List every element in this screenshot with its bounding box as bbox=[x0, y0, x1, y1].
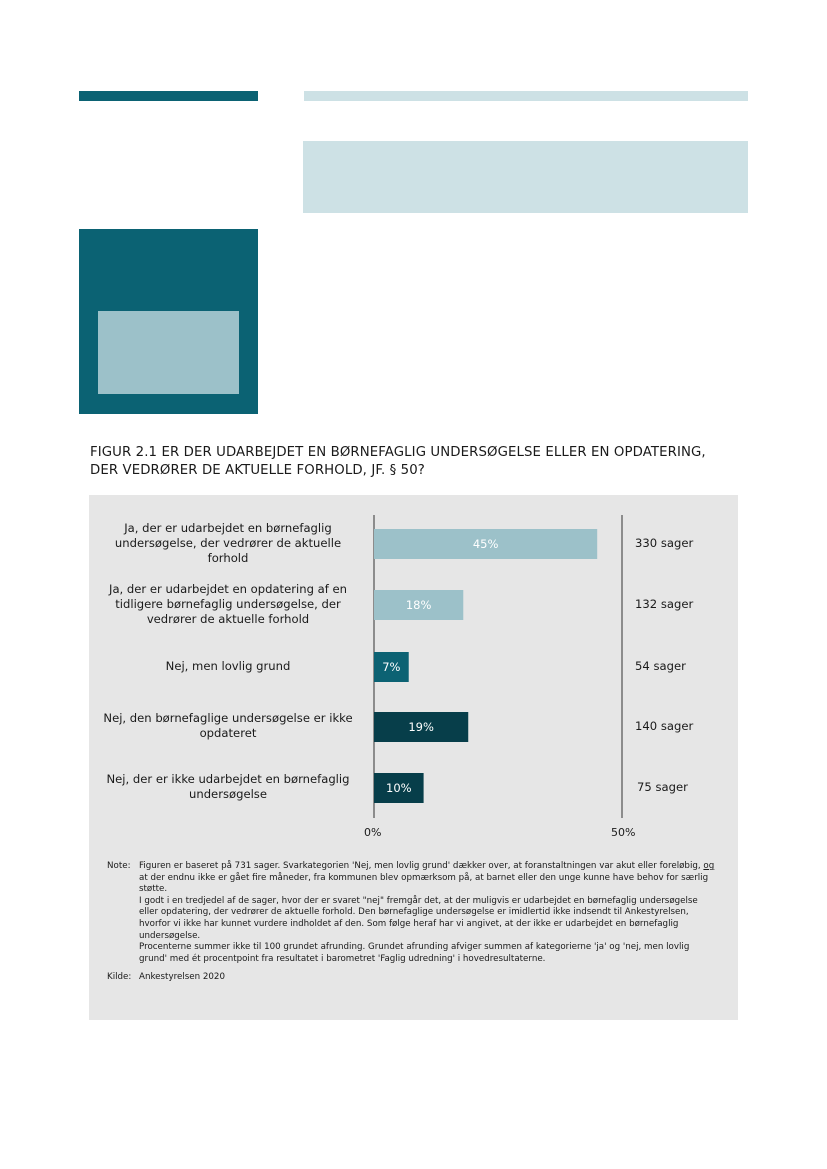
category-label-line: Ja, der er udarbejdet en børnefaglig bbox=[124, 520, 332, 535]
count-label: 140 sager bbox=[635, 719, 694, 733]
category-label bbox=[93, 772, 363, 802]
bar-value-label: 10% bbox=[386, 781, 412, 795]
category-label-line: Nej, men lovlig grund bbox=[165, 658, 291, 673]
count-label: 132 sager bbox=[635, 597, 694, 611]
note-p1-before: Figuren er baseret på 731 sager. Svarkategorien 'Nej, men lovlig grund' dækker over, at foranstaltningen var akut eller foreløbig, bbox=[139, 861, 701, 871]
category-label-line: Nej, der er ikke udarbejdet en børnefaglig bbox=[106, 772, 350, 786]
category-label bbox=[93, 711, 363, 741]
note-paragraph-1 bbox=[139, 861, 719, 896]
note-p1-after: at der endnu ikke er gået fire måneder, fra kommunen blev opmærksom på, at barnet eller den unge kunne have behov for særlig støtte. bbox=[139, 872, 709, 895]
source-text: Ankestyrelsen 2020 bbox=[139, 972, 225, 983]
source-key: Kilde: bbox=[107, 972, 132, 983]
category-label-line: undersøgelse bbox=[189, 787, 267, 801]
category-label bbox=[93, 659, 363, 674]
category-label-line: forhold bbox=[207, 550, 249, 565]
note-key: Note: bbox=[107, 861, 131, 871]
note-row bbox=[107, 861, 719, 965]
category-label-line: tidligere børnefaglig undersøgelse, der bbox=[115, 596, 341, 611]
category-label-line: Ja, der er udarbejdet en opdatering af en bbox=[109, 581, 347, 596]
header-light-box bbox=[303, 141, 748, 213]
header-accent-bar-left bbox=[79, 91, 258, 101]
note-p1-underlined: og bbox=[703, 861, 715, 871]
bar-value-label: 45% bbox=[472, 537, 499, 551]
source-row bbox=[107, 972, 719, 984]
figure-panel bbox=[89, 495, 738, 1020]
category-label bbox=[93, 521, 363, 566]
figure-title-line1: FIGUR 2.1 ER DER UDARBEJDET EN BØRNEFAGLIG UNDERSØGELSE ELLER EN OPDATERING, bbox=[90, 445, 706, 460]
bar-value-label: 19% bbox=[408, 720, 434, 734]
x-tick-label: 0% bbox=[364, 826, 382, 839]
category-label-line: undersøgelse, der vedrører de aktuelle bbox=[114, 535, 342, 550]
decorative-inner-box bbox=[98, 311, 239, 394]
figure-title-line2: DER VEDRØRER DE AKTUELLE FORHOLD, JF. § 50? bbox=[90, 463, 425, 478]
category-label-line: Nej, den børnefaglige undersøgelse er ikke bbox=[103, 711, 353, 725]
category-label bbox=[93, 582, 363, 627]
count-label: 54 sager bbox=[635, 659, 686, 673]
count-label: 330 sager bbox=[635, 536, 694, 550]
figure-title bbox=[90, 444, 750, 480]
count-label: 75 sager bbox=[637, 780, 688, 794]
note-paragraph-3: Procenterne summer ikke til 100 grundet afrunding. Grundet afrunding afviger summen af kategorierne 'ja' og 'nej, men lovlig grund' med ét procentpoint fra resultatet i barometret 'Faglig udredning' i hovedresultaterne. bbox=[139, 942, 690, 964]
category-label-line: opdateret bbox=[199, 726, 257, 740]
note-body bbox=[139, 861, 719, 965]
bar-value-label: 7% bbox=[382, 660, 401, 674]
bar-value-label: 18% bbox=[405, 598, 432, 612]
figure-notes bbox=[107, 861, 719, 984]
category-label-line: vedrører de aktuelle forhold bbox=[146, 611, 310, 626]
x-tick-label: 50% bbox=[611, 826, 636, 839]
header-accent-bar-right bbox=[304, 91, 748, 101]
note-paragraph-2: I godt i en tredjedel af de sager, hvor der er svaret "nej" fremgår det, at der muligvis er udarbejdet en børnefaglig undersøgelse eller opdatering, der vedrører de aktuelle forhold. Den børnefaglige undersøgelse er imidlertid ikke indsendt til Ankestyrelsen, hvorfor vi ikke har kunnet vurdere indholdet af den. Som følge heraf har vi angivet, at der ikke er udarbejdet en børnefaglig undersøgelse. bbox=[139, 895, 698, 941]
